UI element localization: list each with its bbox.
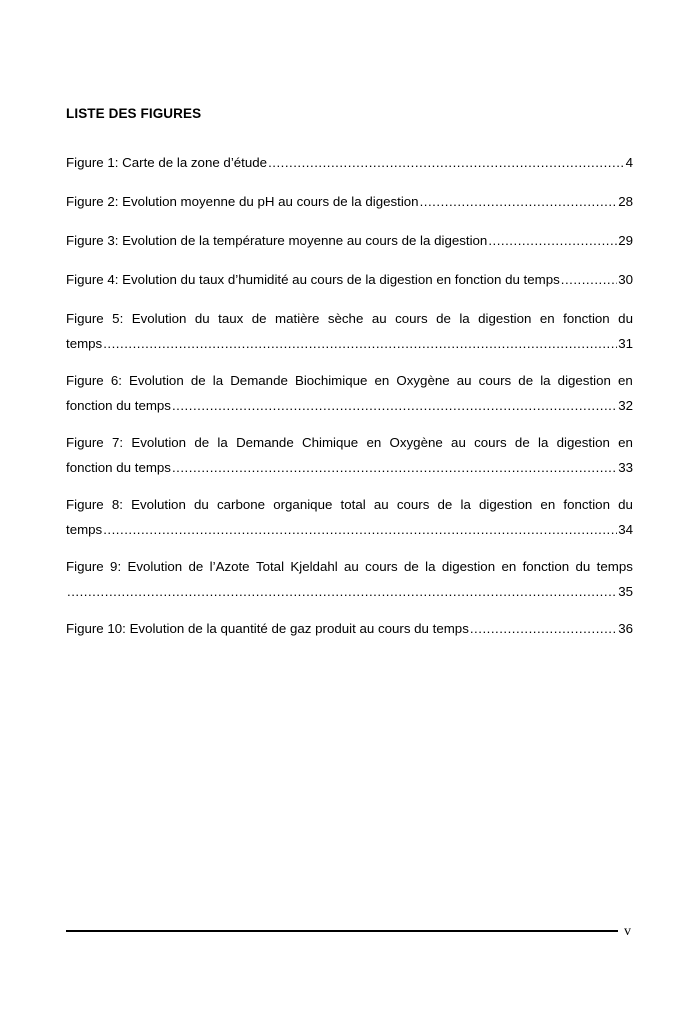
figure-entry-word: en	[501, 559, 517, 574]
figure-entry-word: Oxygène	[389, 435, 443, 450]
figure-entry[interactable]	[66, 430, 633, 480]
figure-entry-word: cours	[365, 559, 398, 574]
figure-entry-page-number: 35	[618, 584, 633, 599]
figure-entry-leader-line	[66, 517, 633, 542]
footer-rule	[66, 930, 618, 932]
figure-entry[interactable]	[66, 306, 633, 356]
figure-entry-page-number: 34	[618, 522, 633, 537]
figure-entry-word: du	[194, 497, 209, 512]
figure-entry-word: Figure	[66, 559, 104, 574]
figure-entry-word: en	[618, 373, 633, 388]
figure-entry-word: de	[518, 373, 534, 388]
figure-entry-word: 7:	[111, 435, 124, 450]
figure-entry-word: du	[194, 311, 210, 326]
figure-entry-word: 8:	[111, 497, 123, 512]
figure-entry-word: Demande	[236, 435, 294, 450]
figure-entry-word: de	[194, 435, 210, 450]
figure-entry-title: Figure 1: Carte de la zone d’étude	[66, 155, 268, 170]
figure-entry-word: total	[340, 497, 366, 512]
figure-entry-word: en	[539, 311, 555, 326]
figure-entry-title: Figure 4: Evolution du taux d’humidité au cours de la digestion en fonction du temps	[66, 272, 560, 287]
footer-page-number: v	[624, 924, 631, 939]
figure-entry[interactable]	[66, 189, 633, 214]
figure-entry-leader-line	[66, 331, 633, 356]
figure-entry-word: en	[618, 435, 633, 450]
figure-entry-word: 9:	[110, 559, 122, 574]
figure-entry-page-number: 31	[618, 336, 633, 351]
figure-entry-word: au	[371, 311, 387, 326]
figure-entry-page-number: 4	[625, 155, 633, 170]
figure-entry-word: temps	[596, 559, 633, 574]
figure-entry-page-number: 36	[618, 621, 633, 636]
figure-entry-word: de	[404, 559, 419, 574]
figures-list	[66, 150, 633, 655]
figure-entry-word: Evolution	[127, 559, 183, 574]
figure-entry-word: de	[251, 311, 267, 326]
figure-entry-page-number: 32	[618, 398, 633, 413]
dot-leader	[268, 150, 625, 175]
figure-entry-word: de	[188, 559, 204, 574]
dot-leader	[172, 393, 617, 418]
figure-entry-title: Figure 2: Evolution moyenne du pH au cours de la digestion	[66, 194, 419, 209]
figure-entry-word: au	[456, 373, 472, 388]
figure-entry-word: Figure	[66, 373, 104, 388]
figure-entry-title: temps	[66, 336, 103, 351]
figure-entry-word: Figure	[66, 497, 104, 512]
figure-entry-leader-line	[66, 150, 633, 175]
figure-entry-word: Evolution	[131, 497, 186, 512]
figure-entry-word: Biochimique	[294, 373, 368, 388]
figure-entry-line1	[66, 306, 633, 331]
figure-entry-word: au	[344, 559, 359, 574]
figure-entry-word: cours	[474, 435, 507, 450]
figure-entry-word: Kjeldahl	[290, 559, 338, 574]
figure-entry-word: en	[374, 373, 390, 388]
figure-entry-line1	[66, 554, 633, 579]
figure-entry-word: digestion	[478, 311, 532, 326]
figure-entry-word: fonction	[522, 559, 570, 574]
figure-entry-word: Figure	[66, 311, 104, 326]
figure-entry-leader-line	[66, 189, 633, 214]
figure-entry-word: digestion	[479, 497, 533, 512]
figure-entry-word: digestion	[441, 559, 496, 574]
dot-leader	[561, 267, 617, 292]
figure-entry-title: temps	[66, 522, 103, 537]
figure-entry-word: de	[436, 311, 451, 326]
figure-entry-word: matière	[275, 311, 320, 326]
figure-entry-word: de	[190, 373, 206, 388]
figure-entry-word: cours	[478, 373, 512, 388]
dot-leader	[172, 455, 617, 480]
figure-entry-word: Total	[255, 559, 285, 574]
list-of-figures-heading: LISTE DES FIGURES	[66, 106, 202, 121]
figure-entry-word: en	[366, 435, 382, 450]
figure-entry-word: Evolution	[129, 373, 184, 388]
figure-entry-word: Chimique	[302, 435, 359, 450]
figure-entry-line1	[66, 430, 633, 455]
figure-entry-word: la	[212, 373, 224, 388]
figure-entry-leader-line	[66, 616, 633, 641]
figure-entry[interactable]	[66, 228, 633, 253]
figure-entry-word: 6:	[110, 373, 122, 388]
figure-entry-word: cours	[396, 497, 430, 512]
figure-entry-word: Evolution	[131, 435, 187, 450]
figure-entry-word: fonction	[563, 497, 610, 512]
figure-entry-word: Oxygène	[396, 373, 450, 388]
dot-leader	[470, 616, 617, 641]
figure-entry[interactable]	[66, 616, 633, 641]
figure-entry-leader-line	[66, 393, 633, 418]
figure-entry-page-number: 28	[618, 194, 633, 209]
figure-entry-word: Evolution	[131, 311, 187, 326]
figure-entry-leader-line	[66, 267, 633, 292]
figure-entry[interactable]	[66, 554, 633, 604]
figure-entry[interactable]	[66, 492, 633, 542]
figure-entry-word: la	[460, 497, 471, 512]
figure-entry-line1	[66, 368, 633, 393]
figure-entry-word: 5:	[112, 311, 124, 326]
figure-entry-word: Demande	[230, 373, 288, 388]
dot-leader	[420, 189, 618, 214]
dot-leader	[67, 579, 617, 604]
figure-entry-word: la	[425, 559, 436, 574]
figure-entry[interactable]	[66, 368, 633, 418]
figure-entry-title: Figure 10: Evolution de la quantité de gaz produit au cours du temps	[66, 621, 469, 636]
figure-entry-word: de	[437, 497, 453, 512]
figure-entry-word: au	[373, 497, 389, 512]
figure-entry-word: l’Azote	[209, 559, 250, 574]
figure-entry-word: Figure	[66, 435, 104, 450]
figure-entry-word: la	[217, 435, 228, 450]
figure-entry-page-number: 33	[618, 460, 633, 475]
figure-entry-word: de	[514, 435, 530, 450]
figure-entry[interactable]	[66, 267, 633, 292]
figure-entry-word: sèche	[327, 311, 364, 326]
figure-entry-word: digestion	[557, 373, 611, 388]
figure-entry-title: Figure 3: Evolution de la température moyenne au cours de la digestion	[66, 233, 488, 248]
figure-entry-word: la	[540, 373, 551, 388]
figure-entry-page-number: 30	[618, 272, 633, 287]
figure-entry-word: digestion	[556, 435, 610, 450]
figure-entry-page-number: 29	[618, 233, 633, 248]
figure-entry-word: du	[618, 497, 633, 512]
figure-entry-word: du	[575, 559, 591, 574]
dot-leader	[103, 517, 617, 542]
figure-entry-line1	[66, 492, 633, 517]
figure-entry-word: organique	[273, 497, 333, 512]
figure-entry-word: la	[538, 435, 549, 450]
figure-entry-word: la	[459, 311, 470, 326]
figure-entry-word: carbone	[216, 497, 266, 512]
figure-entry-word: fonction	[563, 311, 610, 326]
figure-entry-leader-line	[66, 579, 633, 604]
figure-entry-title: fonction du temps	[66, 460, 171, 475]
figure-entry-word: cours	[395, 311, 428, 326]
figure-entry-title: fonction du temps	[66, 398, 171, 413]
figure-entry-leader-line	[66, 228, 633, 253]
figure-entry-word: taux	[218, 311, 244, 326]
figure-entry-word: en	[540, 497, 556, 512]
figure-entry-word: du	[618, 311, 633, 326]
dot-leader	[103, 331, 617, 356]
dot-leader	[488, 228, 617, 253]
figure-entry-leader-line	[66, 455, 633, 480]
figure-entry-word: au	[451, 435, 466, 450]
figure-entry[interactable]	[66, 150, 633, 175]
